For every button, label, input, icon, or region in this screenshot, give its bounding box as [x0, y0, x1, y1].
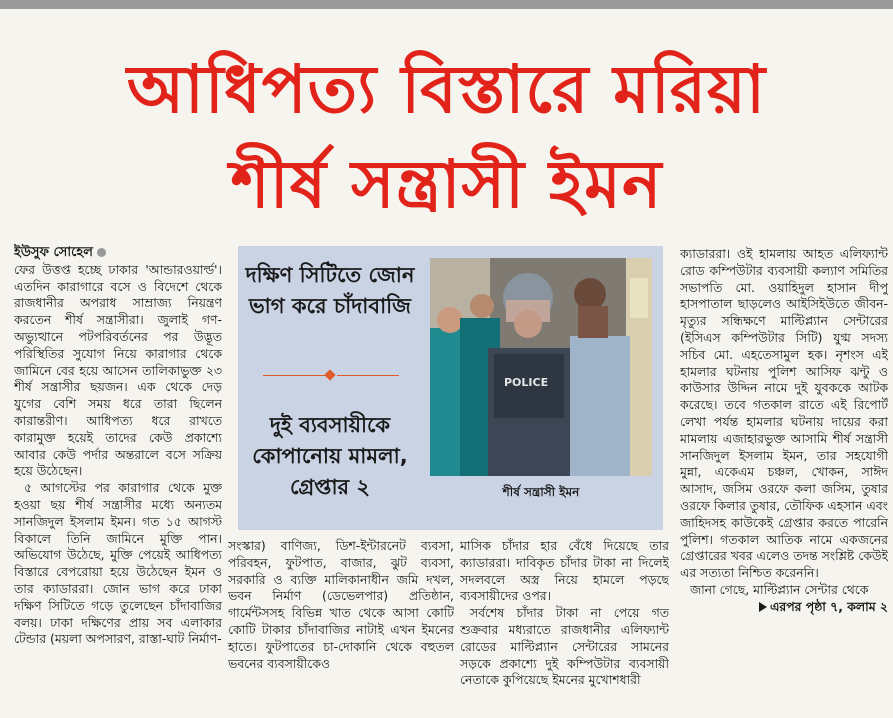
sidebar-subhead-2: দুই ব্যবসায়ীকে কোপানোয় মামলা, গ্রেপ্তার ২ — [252, 413, 408, 499]
sidebar-divider — [245, 366, 415, 386]
continuation-label: এরপর পৃষ্ঠা ৭, কলাম ২ — [770, 598, 888, 614]
divider-line-left — [263, 375, 325, 376]
news-photo-illustration — [430, 258, 652, 476]
divider-line-right — [337, 375, 399, 376]
continuation-note[interactable] — [680, 599, 888, 616]
headline-line-2: শীর্ষ সন্ত্রাসী ইমন — [230, 146, 663, 223]
column-3-paragraph-2: সর্বশেষ চাঁদার টাকা না পেয়ে গত শুক্রবার মধ্যরাতে রাজধানীর এলিফ্যান্ট রোডের মাল্টিপ্ল্যান সেন্টারের সামনের সড়কে প্রকাশ্যে দুই কম্পিউটার ব্যবসায়ী নেতাকে কুপিয়েছে ইমনের মুখোশধারী — [460, 605, 669, 688]
column-1-paragraph-1: ফের উত্তপ্ত হচ্ছে ঢাকার 'আন্ডারওয়ার্ল্ড'। এতদিন কারাগারে বসে ও বিদেশে থেকে রাজধানীর অপরাধ সাম্রাজ্য নিয়ন্ত্রণ করতেন শীর্ষ সন্ত্রাসীরা। জুলাই গণ-অভ্যুত্থানে পটপরিবর্তনের পর উদ্ভূত পরিস্থিতির সুযোগ নিয়ে কারাগার থেকে জামিনে বের হয়ে আসেন তালিকাভুক্ত ২৩ শীর্ষ সন্ত্রাসীর ছয়জন। এক থেকে দেড় যুগের বেশি সময় ধরে তারা ছিলেন কারান্তরীণ। আধিপত্য ধরে রাখতে কারামুক্ত হয়েই তাদের কেউ প্রকাশ্যে আবার কেউ পর্দার অন্তরালে বসে সক্রিয় হয়ে উঠেছেন। — [14, 261, 222, 479]
headline-line-1: আধিপত্য বিস্তারে মরিয়া — [126, 51, 767, 128]
column-4-paragraph-1: ক্যাডাররা। ওই হামলায় আহত এলিফ্যান্ট রোড কম্পিউটার ব্যবসায়ী কল্যাণ সমিতির সভাপতি মো. ওয়াহিদুল হাসান দীপু হাসপাতাল ছাড়লেও আইসিইউতে জীবন-মৃত্যুর সন্ধিক্ষণে মাল্টিপ্ল্যান সেন্টারের (ইসিএস কম্পিউটার সিটি) যুগ্ম সদস্য সচিব মো. এহতেসামুল হক। নৃশংস এই হামলার ঘটনায় পুলিশ আসিফ ঝন্টু ও কাউসার উদ্দিন নামে দুই যুবককে আটক করেছে। তবে গতকাল রাতে এই রিপোর্ট লেখা পর্যন্ত হামলার ঘটনায় দায়ের করা মামলায় এজাহারভুক্ত আসামি শীর্ষ সন্ত্রাসী সানজিদুল ইসলাম ইমন, তার সহযোগী মুন্না, একেএম চঞ্চল, খোকন, সাঈদ আসাদ, জসিম ওরফে কলা জসিম, তুষার ওরফে কিলার তুষার, তৌফিক এহসান এবং জাহিদসহ কাউকেই গ্রেপ্তার করতে পারেনি পুলিশ। গতকাল আতিক নামে একজনের গ্রেপ্তারের খবর এলেও তদন্ত সংশ্লিষ্ট কেউই এর সত্যতা নিশ্চিত করেননি। — [680, 246, 888, 581]
vest-text: POLICE — [504, 376, 549, 389]
column-1-paragraph-2: ৫ আগস্টের পর কারাগার থেকে মুক্ত হওয়া ছয় শীর্ষ সন্ত্রাসীর মধ্যে অন্যতম সানজিদুল ইসলাম ইমন। গত ১৫ আগস্ট বিকালে তিনি জামিনে মুক্তি পান। অভিযোগ উঠেছে, মুক্তি পেয়েই আধিপত্য বিস্তারে বেপরোয়া হয়ে উঠেছেন ইমন ও তার ক্যাডাররা। জোন ভাগ করে ঢাকা দক্ষিণ সিটিতে গড়ে তুলেছেন চাঁদাবাজির বলয়। ঢাকা দক্ষিণের প্রায় সব এলাকার টেন্ডার (ময়লা অপসারণ, রাস্তা-ঘাট নির্মাণ- — [14, 480, 222, 647]
photo-caption: শীর্ষ সন্ত্রাসী ইমন — [502, 485, 580, 499]
arrow-right-icon — [759, 602, 767, 612]
byline-dot-icon — [97, 248, 106, 257]
article-column-1 — [14, 244, 222, 714]
top-rule — [0, 0, 893, 9]
sidebar-subhead-1: দক্ষিণ সিটিতে জোন ভাগ করে চাঁদাবাজি — [245, 263, 415, 318]
article-column-3 — [460, 538, 669, 714]
diamond-icon — [324, 369, 335, 380]
article-column-4 — [680, 246, 888, 714]
column-4-paragraph-2: জানা গেছে, মাল্টিপ্ল্যান সেন্টার থেকে — [690, 581, 869, 597]
column-2-paragraph-1: সংস্কার) বাণিজ্য, ডিশ-ইন্টারনেট ব্যবসা, পরিবহন, ফুটপাত, বাজার, ঝুট ব্যবসা, সরকারি ও ব্যক্তি মালিকানাধীন জমি দখল, ভবন নির্মাণ (ডেভেলপার) প্রতিষ্ঠান, গার্মেন্টসসহ বিভিন্ন খাত থেকে আসা কোটি কোটি টাকার চাঁদাবাজির নাটাই এখন ইমনের হাতে। ফুটপাতের চা-দোকানি থেকে বহুতল ভবনের ব্যবসায়ীকেও — [228, 538, 454, 671]
byline: ইউসুফ সোহেল — [14, 245, 93, 260]
news-photo — [430, 258, 652, 476]
article-column-2 — [228, 538, 454, 714]
column-3-paragraph-1: মাসিক চাঁদার হার বেঁধে দিয়েছে তার ক্যাডাররা। দাবিকৃত চাঁদার টাকা না দিলেই সদলবলে অস্ত্র নিয়ে হামলে পড়ছে ব্যবসায়ীদের ওপর। — [460, 538, 669, 604]
